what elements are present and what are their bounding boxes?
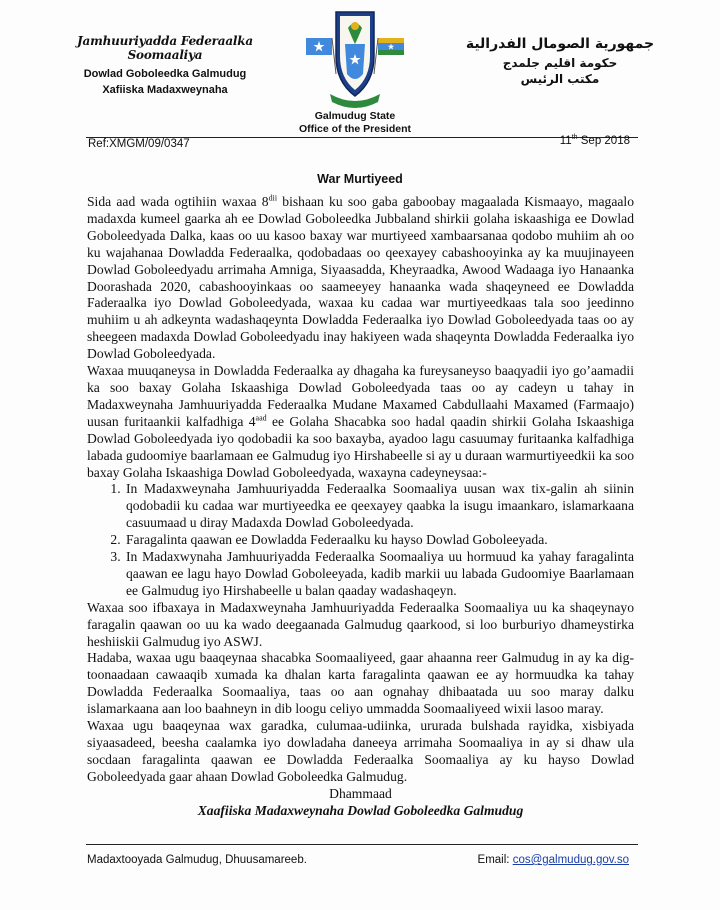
- paragraph-1: [87, 194, 634, 363]
- paragraph-2-text-b: ee Golaha Shacabka soo hadal qaadin shirkii Golaha Iskaashiga Dowlad Goboleedyada iyo qodobadii ka soo baxayba, ayadoo lagu casuumay furitaanka kalfadhiga labada gudoomiye baarlamaan ee Galmudug iyo Hirshabeelle si ay u duraan warmurtiyeedkii ka soo baxay Golaha Iskaashiga Dowlad Goboleedyada, waxayna cadeyneysaa:-: [87, 413, 634, 480]
- email-label: Email:: [477, 854, 513, 866]
- paragraph-3: Waxaa soo ifbaxaya in Madaxweynaha Jamhuuriyadda Federaalka Soomaaliyа uu ka shaqeynayo faragalin qaawan oo uu ka wado deegaanada Galmudug qaarkood, si loo burburiyo dhameystirka heshiiskii Galmudug iyo ASWJ.: [87, 599, 634, 649]
- paragraph-2-superscript: aad: [255, 413, 267, 423]
- closing-signature: Xaafiiska Madaxweynaha Dowlad Goboleedka Galmudug: [197, 802, 524, 818]
- list-item: 1. In Madaxweynaha Jamhuuriyadda Federaalka Soomaaliya uusan wax tix-galin ah siinin qodobadii ku cadaa war murtiyeedka ee qeexayey qaabka la isugu imaankaro, islamarkaana casuumaad u diray Madaxda Dowlad Goboleedyada.: [124, 481, 634, 532]
- state-government-name: Dowlad Goboleedka Galmudug: [83, 68, 247, 80]
- list-item: 3. In Madaxwynaha Jamhuuriyadda Federaalka Soomaaliya uu hormuud ka yahay faragalinta qaawan ee lagu hayo Dowlad Goboleeyada, kadib markii uu labada Gudoomiye Baarlamaan ee Galmudug iyo Hirshabeelle u balan qaaday wadashaqeyn.: [124, 549, 634, 600]
- closing-end: Dhammaad: [329, 785, 392, 801]
- points-list: [87, 481, 634, 599]
- document-title: War Murtiyeed: [317, 172, 403, 186]
- letterhead-left: [40, 34, 290, 96]
- paragraph-1-text-a: Sida aad wada ogtihiin waxaa 8: [87, 194, 269, 209]
- paragraph-5: Waxaa ugu baaqeynaa wax garadka, culumaa-udiinka, ururada bulshada rayidka, xisbiyada siyaasadeed, beesha caalamka iyo dowladaha daneeya arrimaha Soomaaliya in ay si dhaw ula socdaan faragalinta qaawan ee Dowladda Federaalka Soomaaliya ay ku hayso Dowlad Goboleedyada gaar ahaan Dowlad Goboleedka Galmudug.: [87, 718, 634, 784]
- date-day: 11: [559, 134, 572, 147]
- federal-republic-name: Jamhuuriyadda Federaalka Soomaaliya: [77, 34, 253, 62]
- paragraph-4: Hadaba, waxaa ugu baaqeynaa shacabka Soomaaliyeed, gaar ahaanna reer Galmudug in ay ka dig-toonaadaan cawaaqib xumada ka dhalan karta faragalinta qaawan ee ay hormuudka ka tahay Dowladda Federaalka Soomaaliya, taas oo aan ognahay dhibaatada uu soo maray dalku islamarkaana aan loo baahneyn in dib loogu celiyo ummadda Soomaaliyeed wixii lasoo maray.: [87, 650, 634, 717]
- footer-contact: [478, 854, 629, 866]
- office-name-arabic: مكتب الرئيس: [520, 72, 600, 86]
- paragraph-2: [87, 363, 634, 481]
- paragraph-2-text-a: Waxaa muuqaneysa in Dowladda Federaalka ay dhagaha ka fureysaneyso baaqyadii iyo go’aamadii ka soo baxay Golaha Iskaashiga Dowlad Goboleedyada taas oo ay cadeyn u tahay in Madaxweynaha Jamhuuriyadda Federaalka Mudane Maxamed Cabdullaahi Maxamed (Farmaajo) uusan furitaankii kalfadhiga 4: [87, 363, 634, 429]
- state-government-name-arabic: حكومة اقليم جلمدج: [502, 56, 618, 70]
- galmudug-emblem-icon: [300, 4, 410, 110]
- office-name: Xafiiska Madaxweynaha: [102, 84, 228, 96]
- letter-body: [87, 194, 634, 820]
- paragraph-1-text-b: bishaan ku soo gaba gaboobay magaalada Kismaayo, magaalo madaxda kumeel gaarka ah ee Dowlad Goboleedka Jubbaland shirkii golaha iskaashiga ee Dowlad Goboleedyada Dalka, kaas oo uu kasoo baxay war murtiyeed xambaarsanaa qodobo muhiim ah oo ku wajahanaa Dowladda Federaalka, qodobadaas oo qeexayey cabashooyinka ay ka muujinayeen Dowlad Goboleedyadu arrimaha Amniga, Siyaasadda, Kheyraadka, Awood Wadaaga iyo Hanaanka Doorashada 2020, cabashooyinkaas oo saameeyey hanaanka wada shaqeyneed ee Dowladda Faderaalka iyo Dowlad Goboleedyada, waxaa ku cadaa war murtiyeedkaas tala soo jeedinno muhiim u ah adkeynta wadashaqeynta Dowladda Federaalka iyo Dowlad Goboleedyada taas oo ay sheegeen madaxda Dowlad Goboleedyadu inay hakiyeen wada shaqeynta Dowladda Federaalka iyo Dowlad Goboleedyada.: [87, 194, 634, 362]
- federal-republic-name-arabic: جمهورية الصومال الفدرالية: [465, 36, 655, 52]
- date-suffix: th: [571, 134, 578, 141]
- list-item: 2. Faragalinta qaawan ee Dowladda Federaalku ku hayso Dowlad Goboleeyada.: [124, 532, 634, 549]
- emblem-caption: [270, 110, 440, 136]
- emblem-caption-office: Office of the President: [298, 123, 412, 135]
- reference-number: Ref:XMGM/09/0347: [88, 138, 190, 150]
- letterhead-right: [440, 36, 680, 86]
- footer-divider: [86, 844, 638, 845]
- footer-address: Madaxtooyada Galmudug, Dhuusamareeb.: [87, 854, 307, 866]
- date-month-year: Sep 2018: [577, 134, 630, 147]
- paragraph-1-superscript: dii: [268, 193, 278, 203]
- emblem-caption-state: Galmudug State: [314, 110, 396, 122]
- letter-date: [560, 134, 630, 147]
- email-link[interactable]: cos@galmudug.gov.so: [512, 854, 629, 866]
